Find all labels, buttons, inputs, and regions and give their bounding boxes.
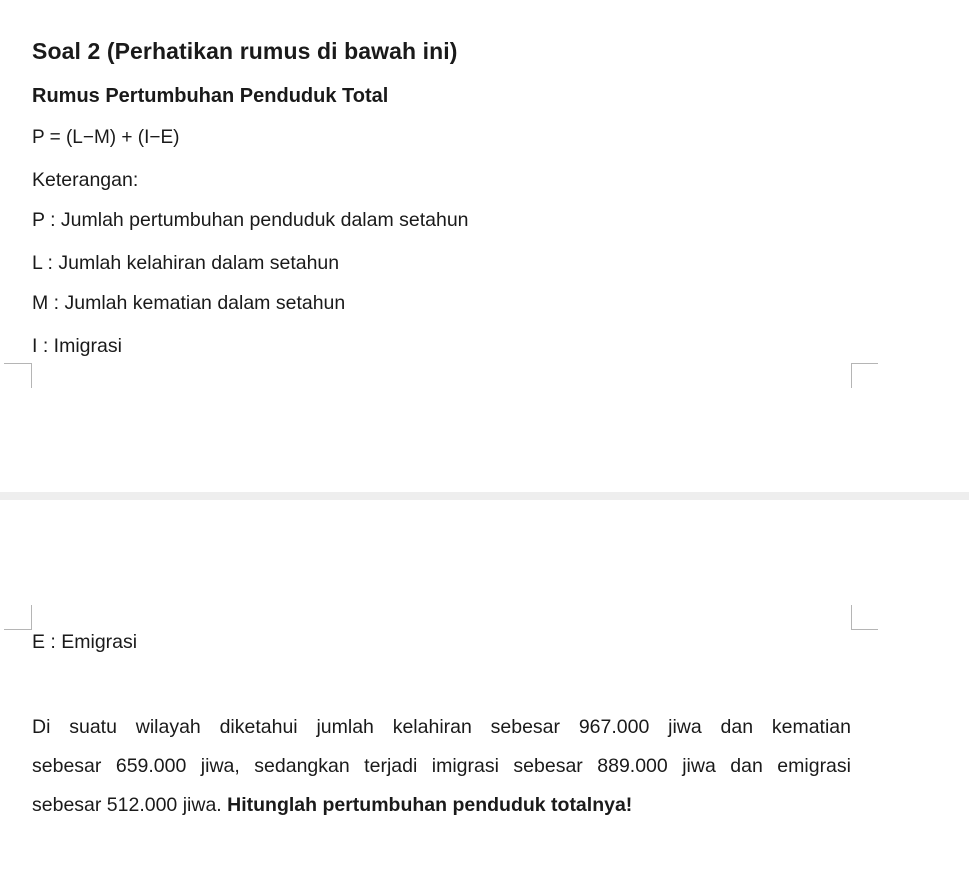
margin-mark-top-right [851,605,878,630]
definition-e: E : Emigrasi [32,631,138,653]
definition-i: I : Imigrasi [32,335,122,357]
problem-line-3 [32,786,851,825]
keterangan-label: Keterangan: [32,169,139,191]
problem-paragraph [32,708,851,825]
formula-heading: Rumus Pertumbuhan Penduduk Total [32,85,389,107]
margin-mark-bottom-right [851,363,878,388]
problem-question: Hitunglah pertumbuhan penduduk totalnya! [227,794,633,816]
problem-line-1: Di suatu wilayah diketahui jumlah kelahiran sebesar 967.000 jiwa dan kematian [32,716,851,738]
definition-l: L : Jumlah kelahiran dalam setahun [32,252,340,274]
definition-m: M : Jumlah kematian dalam setahun [32,292,346,314]
page-gap [0,492,969,500]
problem-line-3-text: sebesar 512.000 jiwa. [32,794,222,816]
question-title: Soal 2 (Perhatikan rumus di bawah ini) [32,38,458,64]
formula-text: P = (L−M) + (I−E) [32,127,180,148]
definition-p: P : Jumlah pertumbuhan penduduk dalam setahun [32,209,469,231]
document-page-2 [0,500,969,870]
problem-line-2: sebesar 659.000 jiwa, sedangkan terjadi imigrasi sebesar 889.000 jiwa dan emigrasi [32,755,851,777]
margin-mark-top-left [4,605,32,630]
margin-mark-bottom-left [4,363,32,388]
